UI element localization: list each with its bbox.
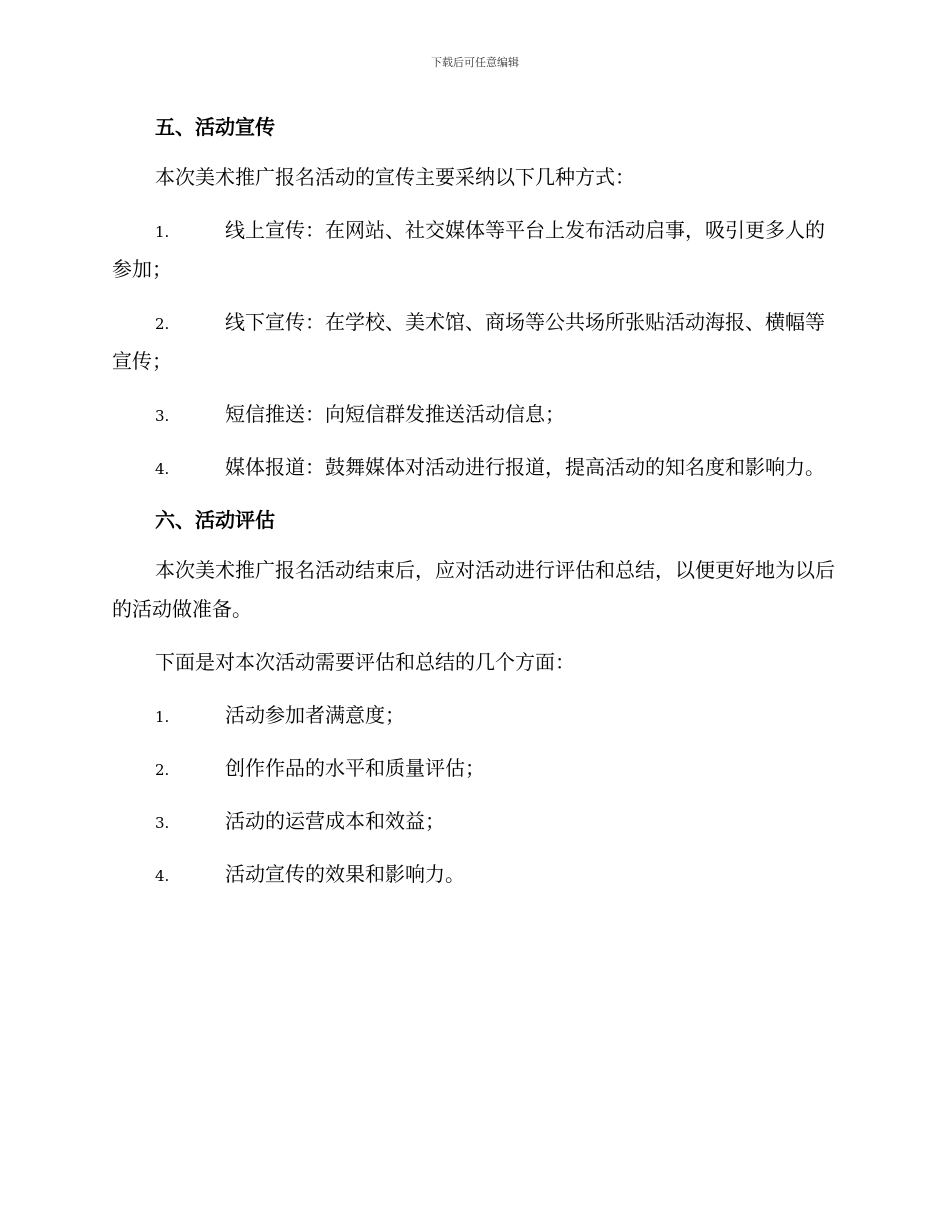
list-text: 线下宣传：在学校、美术馆、商场等公共场所张贴活动海报、横幅等宣传； bbox=[112, 310, 825, 373]
list-number: 1. bbox=[155, 708, 170, 726]
list-number: 3. bbox=[155, 814, 170, 832]
list-text: 活动的运营成本和效益； bbox=[225, 809, 445, 833]
list-item bbox=[112, 211, 836, 289]
document-body bbox=[112, 110, 836, 894]
list-item bbox=[112, 303, 836, 381]
section-paragraph: 下面是对本次活动需要评估和总结的几个方面： bbox=[155, 650, 575, 674]
section-paragraph: 本次美术推广报名活动的宣传主要采纳以下几种方式： bbox=[155, 165, 635, 189]
list-item bbox=[112, 749, 836, 788]
list-item bbox=[112, 696, 836, 735]
list-item bbox=[112, 448, 836, 487]
list-item bbox=[112, 855, 836, 894]
list-number: 3. bbox=[155, 407, 170, 425]
list-text: 活动参加者满意度； bbox=[225, 703, 405, 727]
list-item bbox=[112, 395, 836, 434]
list-number: 1. bbox=[155, 223, 170, 241]
list-number: 2. bbox=[155, 315, 170, 333]
list-text: 创作作品的水平和质量评估； bbox=[225, 756, 485, 780]
list-item bbox=[112, 802, 836, 841]
list-text: 媒体报道：鼓舞媒体对活动进行报道，提高活动的知名度和影响力。 bbox=[225, 455, 825, 479]
list-text: 线上宣传：在网站、社交媒体等平台上发布活动启事，吸引更多人的参加； bbox=[112, 218, 825, 281]
list-text: 短信推送：向短信群发推送活动信息； bbox=[225, 402, 565, 426]
section-heading-evaluation: 六、活动评估 bbox=[155, 508, 275, 532]
list-number: 4. bbox=[155, 460, 170, 478]
section-paragraph: 本次美术推广报名活动结束后，应对活动进行评估和总结，以便更好地为以后的活动做准备。 bbox=[112, 558, 835, 621]
list-text: 活动宣传的效果和影响力。 bbox=[225, 862, 465, 886]
list-number: 4. bbox=[155, 867, 170, 885]
section-heading-promotion: 五、活动宣传 bbox=[155, 115, 275, 139]
page-header: 下载后可任意编辑 bbox=[431, 56, 519, 69]
list-number: 2. bbox=[155, 761, 170, 779]
